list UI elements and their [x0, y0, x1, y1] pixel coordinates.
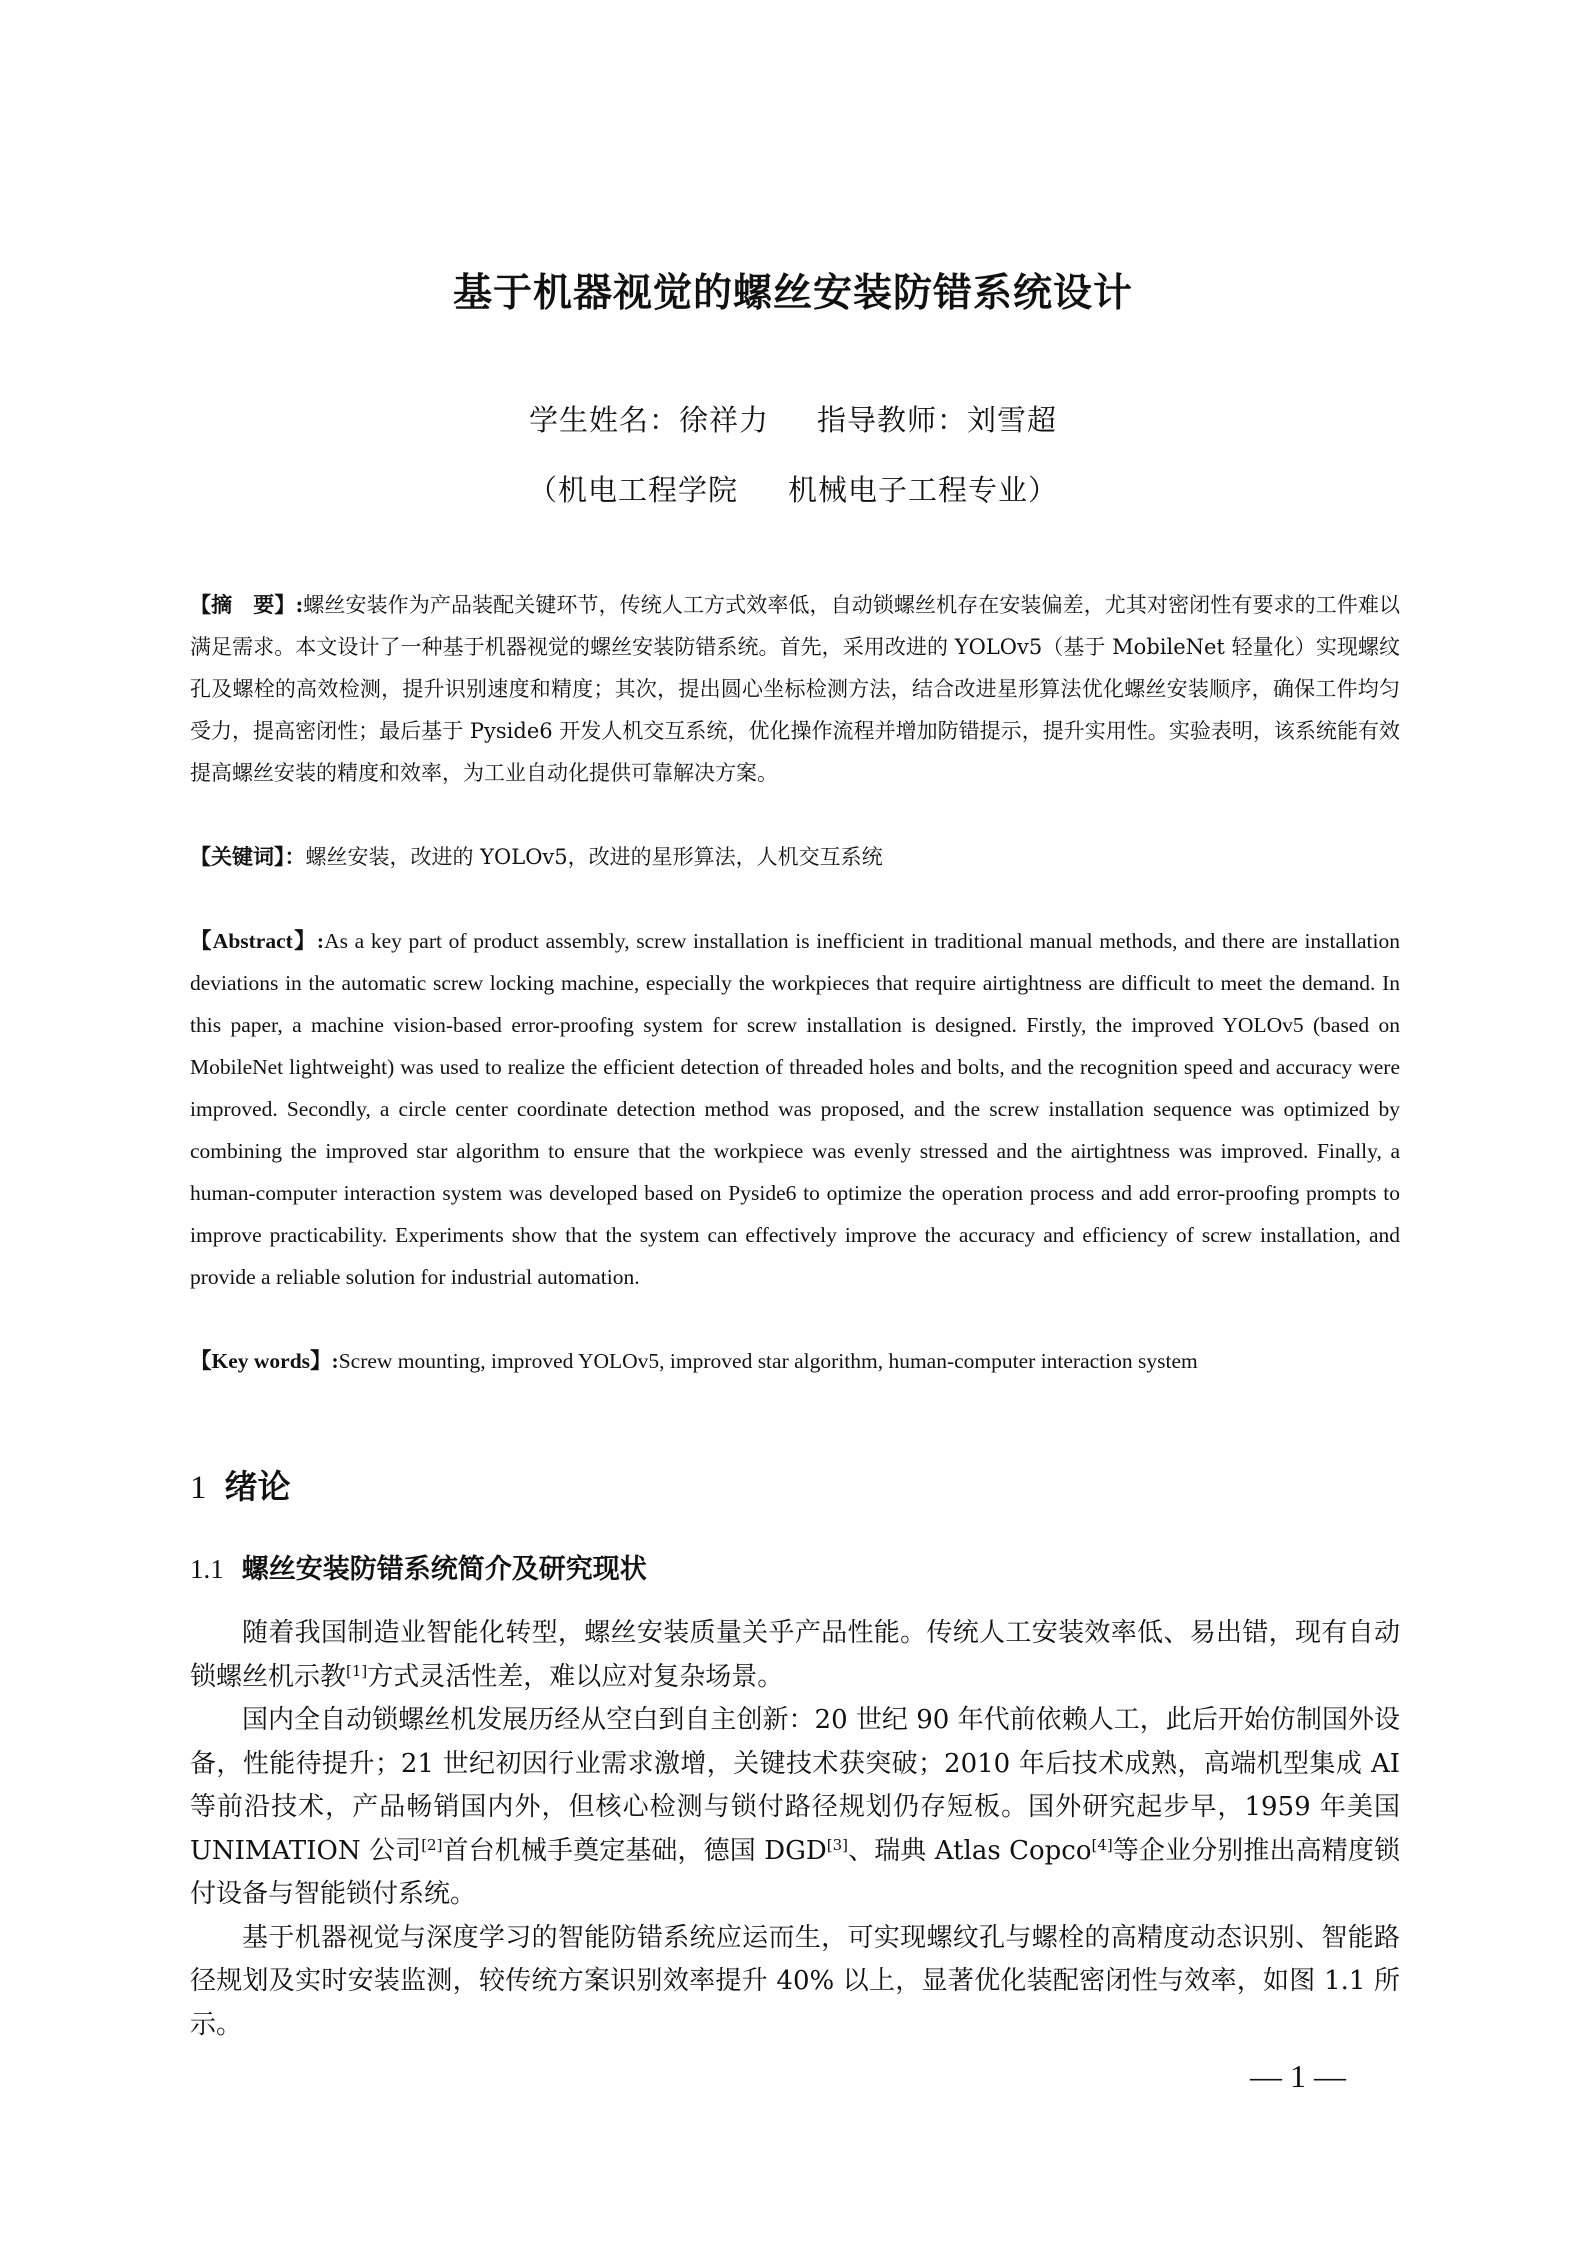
paragraph-2: [190, 1699, 1400, 1917]
chinese-abstract-label: 【摘 要】:: [190, 592, 304, 617]
paper-title: 基于机器视觉的螺丝安装防错系统设计: [452, 271, 1133, 316]
citation-2: [2]: [421, 1835, 443, 1854]
subsection-heading-1-1: [190, 1547, 647, 1586]
advisor-label: 指导教师：: [817, 403, 968, 437]
author-line: [0, 398, 1586, 439]
paragraph-3: 基于机器视觉与深度学习的智能防错系统应运而生，可实现螺纹孔与螺栓的高精度动态识别、智能路径规划及实时安装监测，较传统方案识别效率提升 40% 以上，显著优化装配密闭性与效率，如图 1.1 所示。: [190, 1922, 1400, 2040]
page-number: — 1 —: [1250, 2058, 1346, 2094]
english-abstract-text: As a key part of product assembly, screw installation is inefficient in traditional manual methods, and there are installation deviations in the automatic screw locking machine, especially the workpieces that require airtightness are difficult to meet the demand. In this paper, a machine vision-based error-proofing system for screw installation is designed. Firstly, the improved YOLOv5 (based on MobileNet lightweight) was used to realize the efficient detection of threaded holes and bolts, and the recognition speed and accuracy were improved. Secondly, a circle center coordinate detection method was proposed, and the screw installation sequence was optimized by combining the improved star algorithm to ensure that the workpiece was evenly stressed and the airtightness was improved. Finally, a human-computer interaction system was developed based on Pyside6 to optimize the operation process and add error-proofing prompts to improve practicability. Experiments show that the system can effectively improve the accuracy and efficiency of screw installation, and provide a reliable solution for industrial automation.: [190, 929, 1401, 1289]
chinese-keywords: [190, 836, 1400, 878]
paragraph-text: 、瑞典 Atlas Copco: [847, 1835, 1092, 1866]
citation-4: [4]: [1091, 1835, 1113, 1854]
chinese-keywords-label: 【关键词】：: [190, 844, 306, 869]
chinese-abstract: [190, 584, 1400, 794]
paragraph-text: 首台机械手奠定基础，德国 DGD: [442, 1835, 827, 1866]
english-abstract: [190, 920, 1400, 1298]
english-keywords-label: 【Key words】:: [190, 1349, 339, 1373]
citation-1: [1]: [346, 1661, 368, 1680]
paragraph-text: 国内全自动锁螺丝机发展历经从空白到自主创新：20 世纪 90 年代前依赖人工，此后开始仿制国外设备，性能待提升；21 世纪初因行业需求激增，关键技术获突破；2010 年后技术成熟，高端机型集成 AI 等前沿技术，产品畅销国内外，但核心检测与锁付路径规划仍存短板。国外研究起步早，1959 年美国 UNIMATION 公司: [190, 1705, 1400, 1866]
english-keywords: [190, 1340, 1400, 1382]
major-name: 机械电子工程专业）: [788, 473, 1059, 507]
advisor-name: 刘雪超: [967, 403, 1058, 437]
paragraph-text: 随着我国制造业智能化转型，螺丝安装质量关乎产品性能。传统人工安装效率低、易出错，现有自动锁螺丝机示教: [190, 1618, 1400, 1692]
paragraph-text: 方式灵活性差，难以应对复杂场景。: [367, 1661, 784, 1692]
student-name: 徐祥力: [678, 403, 769, 437]
section-heading-1: [190, 1461, 291, 1508]
body-text: [190, 1612, 1400, 2047]
student-label: 学生姓名：: [528, 403, 679, 437]
section-title: 绪论: [224, 1467, 291, 1506]
chinese-keywords-text: 螺丝安装，改进的 YOLOv5，改进的星形算法，人机交互系统: [305, 845, 883, 869]
english-abstract-label: 【Abstract】:: [190, 929, 325, 953]
chinese-abstract-text: 螺丝安装作为产品装配关键环节，传统人工方式效率低，自动锁螺丝机存在安装偏差，尤其对密闭性有要求的工件难以满足需求。本文设计了一种基于机器视觉的螺丝安装防错系统。首先，采用改进的 YOLOv5（基于 MobileNet 轻量化）实现螺纹孔及螺栓的高效检测，提升识别速度和精度；其次，提出圆心坐标检测方法，结合改进星形算法优化螺丝安装顺序，确保工件均匀受力，提高密闭性；最后基于 Pyside6 开发人机交互系统，优化操作流程并增加防错提示，提升实用性。实验表明，该系统能有效提高螺丝安装的精度和效率，为工业自动化提供可靠解决方案。: [190, 593, 1400, 785]
paragraph-text: 等企业分别推出高精度锁付设备与智能锁付系统。: [190, 1835, 1400, 1909]
affiliation-line: [0, 468, 1586, 509]
section-number: 1: [190, 1470, 207, 1506]
subsection-title: 螺丝安装防错系统简介及研究现状: [241, 1554, 647, 1585]
citation-3: [3]: [826, 1835, 848, 1854]
english-keywords-text: Screw mounting, improved YOLOv5, improved star algorithm, human-computer interaction system: [338, 1349, 1198, 1373]
college-name: （机电工程学院: [527, 473, 738, 507]
paragraph-1: [190, 1612, 1400, 1699]
subsection-number: 1.1: [190, 1554, 224, 1584]
